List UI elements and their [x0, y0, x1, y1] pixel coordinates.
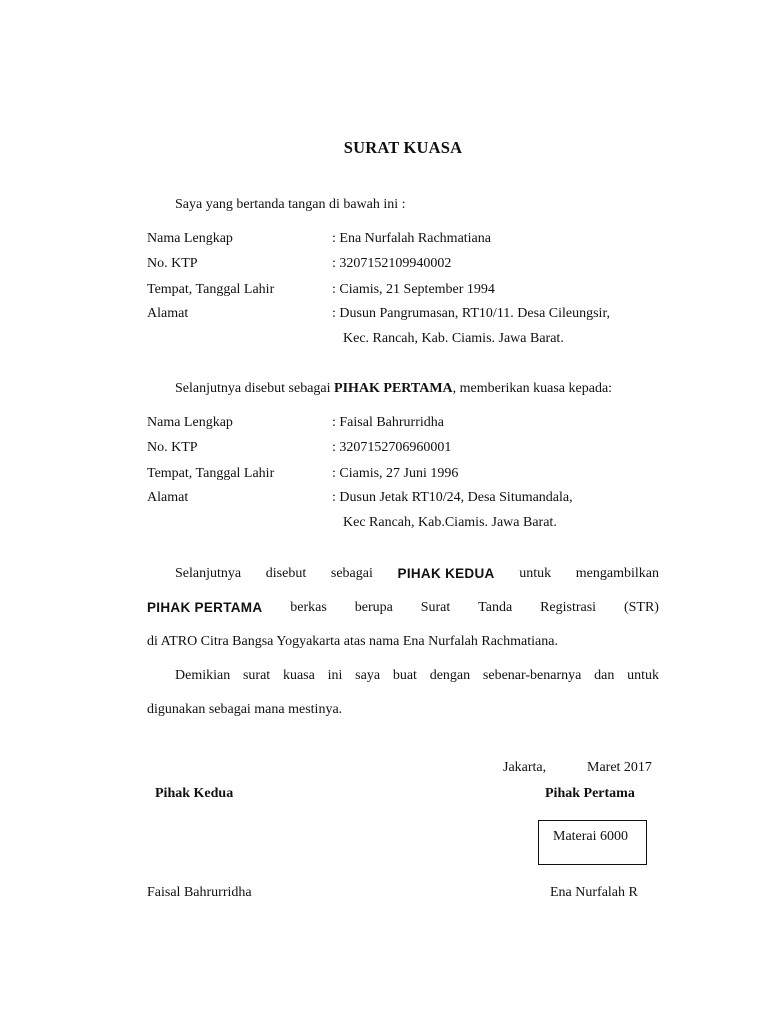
word: untuk [519, 566, 552, 581]
closing-line2: digunakan sebagai mana mestinya. [147, 702, 343, 717]
label-name-2: Nama Lengkap [147, 415, 233, 430]
word: Demikian [175, 668, 231, 683]
value-ktp-2: : 3207152706960001 [332, 440, 452, 455]
label-address-2: Alamat [147, 490, 189, 505]
document-title: SURAT KUASA [343, 138, 463, 157]
label-address-1: Alamat [147, 306, 189, 321]
second-party-line1 [175, 566, 659, 582]
label-ttl-1: Tempat, Tanggal Lahir [147, 282, 275, 297]
word: surat [242, 668, 271, 683]
word: mengambilkan [575, 566, 659, 581]
word: dan [594, 668, 615, 683]
value-name-2: : Faisal Bahrurridha [332, 415, 444, 430]
word: disebut [265, 566, 307, 581]
word: untuk [627, 668, 659, 683]
value-name-1: : Ena Nurfalah Rachmatiana [332, 231, 491, 246]
first-party-sentence-after: , memberikan kuasa kepada: [452, 381, 613, 396]
second-party-term: PIHAK KEDUA [397, 566, 495, 581]
word: sebenar-benarnya [482, 668, 582, 683]
value-ttl-2: : Ciamis, 27 Juni 1996 [332, 466, 459, 481]
word: Selanjutnya [175, 566, 242, 581]
first-party-sentence [175, 381, 612, 397]
word: Registrasi [540, 600, 597, 615]
first-party-sentence-before: Selanjutnya disebut sebagai [175, 381, 335, 396]
signature-title-left: Pihak Kedua [155, 786, 234, 801]
label-ktp-1: No. KTP [147, 256, 198, 271]
word: buat [392, 668, 417, 683]
place: Jakarta, [503, 760, 547, 775]
value-address-1-line1: : Dusun Pangrumasan, RT10/11. Desa Cileungsir, [332, 306, 611, 321]
word: sebagai [330, 566, 373, 581]
first-party-term: PIHAK PERTAMA [334, 381, 453, 396]
word: ini [327, 668, 343, 683]
date: Maret 2017 [587, 760, 652, 775]
signature-title-right: Pihak Pertama [545, 786, 635, 801]
label-ttl-2: Tempat, Tanggal Lahir [147, 466, 275, 481]
word: berkas [290, 600, 327, 615]
stamp-box [538, 820, 647, 865]
word: (STR) [623, 600, 659, 615]
word: berupa [354, 600, 393, 615]
value-address-2-line1: : Dusun Jetak RT10/24, Desa Situmandala, [332, 490, 573, 505]
intro-text: Saya yang bertanda tangan di bawah ini : [175, 197, 406, 212]
second-party-line3: di ATRO Citra Bangsa Yogyakarta atas nama Ena Nurfalah Rachmatiana. [147, 634, 558, 649]
word: saya [355, 668, 381, 683]
value-address-2-line2: Kec Rancah, Kab.Ciamis. Jawa Barat. [343, 515, 557, 530]
closing-line1 [175, 668, 659, 684]
first-party-term: PIHAK PERTAMA [147, 600, 263, 615]
word: kuasa [282, 668, 315, 683]
second-party-line2 [147, 600, 659, 616]
word: dengan [429, 668, 471, 683]
value-address-1-line2: Kec. Rancah, Kab. Ciamis. Jawa Barat. [343, 331, 564, 346]
value-ttl-1: : Ciamis, 21 September 1994 [332, 282, 495, 297]
value-ktp-1: : 3207152109940002 [332, 256, 452, 271]
label-ktp-2: No. KTP [147, 440, 198, 455]
word: Surat [420, 600, 451, 615]
signature-name-left: Faisal Bahrurridha [147, 885, 252, 900]
stamp-label: Materai 6000 [553, 829, 629, 844]
word: Tanda [478, 600, 513, 615]
signature-name-right: Ena Nurfalah R [550, 885, 638, 900]
label-name-1: Nama Lengkap [147, 231, 233, 246]
